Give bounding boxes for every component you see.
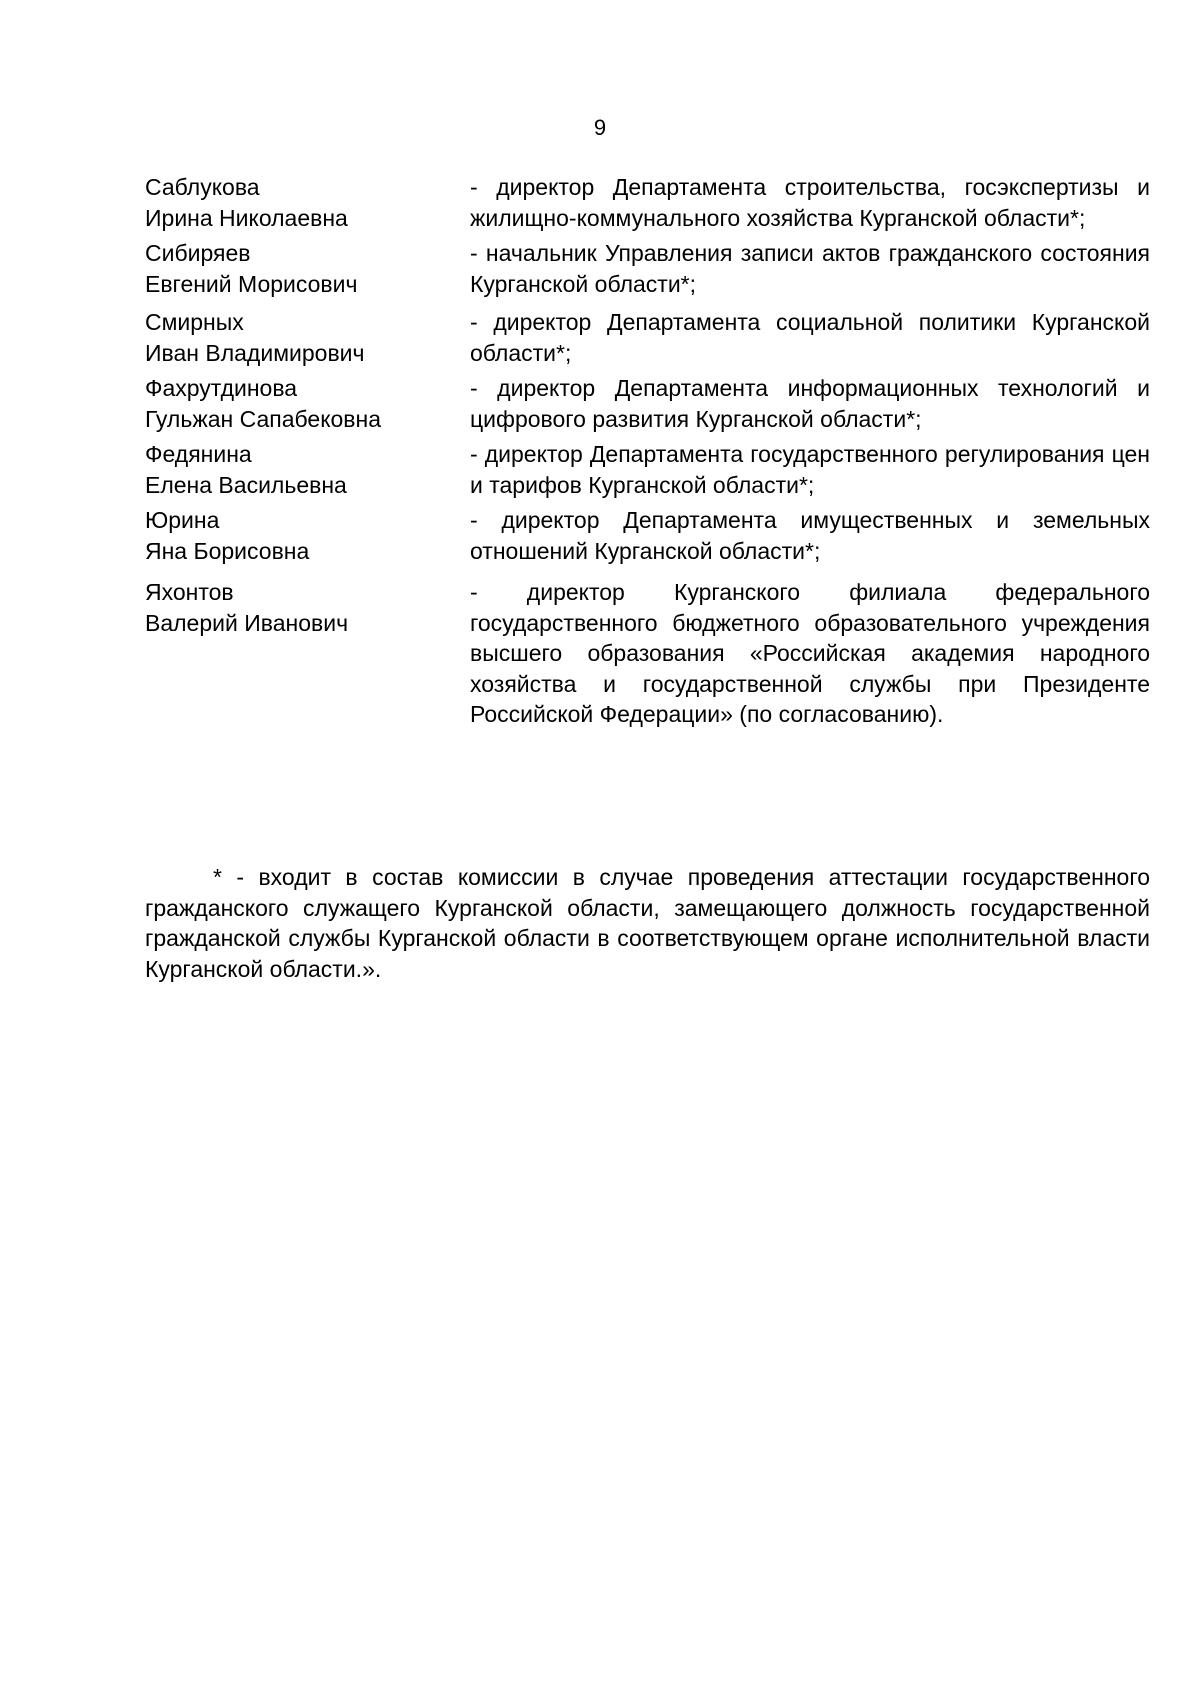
member-given-names: Евгений Морисович [145, 270, 358, 297]
member-given-names: Валерий Иванович [145, 609, 349, 636]
member-surname: Юрина [145, 507, 220, 533]
member-name [145, 238, 470, 299]
member-given-names: Елена Васильевна [145, 471, 347, 498]
member-position: - директор Департамента имущественных и земельных отношений Курганской области*; [470, 507, 1150, 564]
member-surname: Фахрутдинова [145, 375, 298, 401]
member-surname: Федянина [145, 441, 252, 467]
member-position: - директор Департамента строительства, госэкспертизы и жилищно-коммунального хозяйства Курганской области*; [470, 174, 1150, 231]
member-position: - директор Департамента государственного регулирования цен и тарифов Курганской области*; [470, 441, 1150, 498]
member-row [145, 373, 1150, 434]
member-position: - начальник Управления записи актов гражданского состояния Курганской области*; [470, 240, 1150, 297]
member-given-names: Ирина Николаевна [145, 204, 348, 231]
member-name [145, 505, 470, 566]
member-given-names: Гульжан Сапабековна [145, 405, 382, 432]
member-surname: Смирных [145, 309, 244, 335]
member-position: - директор Курганского филиала федерального государственного бюджетного образовательного учреждения высшего образования «Российская академия народного хозяйства и государственной службы при Президенте Российской Федерации» (по согласованию). [470, 579, 1150, 727]
member-row [145, 172, 1150, 233]
member-surname: Саблукова [145, 174, 260, 200]
member-row [145, 577, 1150, 730]
member-name [145, 172, 470, 233]
footnote: * - входит в состав комиссии в случае проведения аттестации государственного гражданского служащего Курганской области, замещающего должность государственной гражданской службы Курганской области в соответствующем органе исполнительной власти Курганской области.». [145, 864, 1150, 982]
member-name [145, 439, 470, 500]
member-name [145, 373, 470, 434]
member-given-names: Иван Владимирович [145, 339, 365, 366]
page-number: 9 [593, 115, 607, 140]
member-name [145, 307, 470, 368]
member-surname: Сибиряев [145, 240, 251, 266]
member-given-names: Яна Борисовна [145, 537, 310, 564]
member-row [145, 505, 1150, 566]
member-row [145, 238, 1150, 299]
member-name [145, 577, 470, 730]
member-row [145, 439, 1150, 500]
member-surname: Яхонтов [145, 579, 234, 605]
member-position: - директор Департамента информационных технологий и цифрового развития Курганской области*; [470, 375, 1150, 432]
member-row [145, 307, 1150, 368]
member-position: - директор Департамента социальной политики Курганской области*; [470, 309, 1150, 366]
commission-members-list [145, 172, 1150, 730]
